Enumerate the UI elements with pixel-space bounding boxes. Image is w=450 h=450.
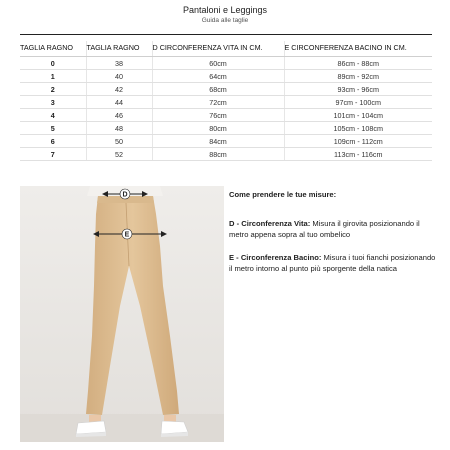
table-cell: 60cm [152,57,284,70]
table-cell: 93cm - 96cm [284,83,432,96]
table-cell: 64cm [152,70,284,83]
table-header-cell: E CIRCONFERENZA BACINO IN CM. [284,41,432,57]
table-cell: 44 [86,96,152,109]
title-divider [20,34,432,35]
table-cell: 86cm - 88cm [284,57,432,70]
table-row [20,135,432,148]
table-cell: 0 [20,57,86,70]
guide-hips-term: E - Circonferenza Bacino: [229,253,322,262]
table-cell: 42 [86,83,152,96]
table-cell: 48 [86,122,152,135]
table-cell: 105cm - 108cm [284,122,432,135]
table-cell: 5 [20,122,86,135]
model-photo [20,186,224,442]
guide-hips [229,252,439,274]
table-row [20,148,432,161]
table-cell: 1 [20,70,86,83]
table-cell: 68cm [152,83,284,96]
model-illustration [20,186,224,442]
table-cell: 3 [20,96,86,109]
size-table [20,41,432,161]
table-cell: 88cm [152,148,284,161]
table-cell: 7 [20,148,86,161]
table-cell: 89cm - 92cm [284,70,432,83]
table-cell: 4 [20,109,86,122]
table-row [20,96,432,109]
measure-guide [229,189,439,286]
guide-heading: Come prendere le tue misure: [229,190,337,199]
table-cell: 84cm [152,135,284,148]
table-cell: 52 [86,148,152,161]
guide-hips-text: Misura i tuoi fianchi posizionando il metro intorno al punto più sporgente della natica [229,253,436,273]
table-cell: 80cm [152,122,284,135]
table-cell: 40 [86,70,152,83]
page-subtitle: Guida alle taglie [201,17,249,24]
table-header-row [20,41,432,57]
table-cell: 101cm - 104cm [284,109,432,122]
waist-marker-label: D [122,191,128,199]
table-header-cell: TAGLIA RAGNO [20,41,86,57]
hips-marker-label: E [124,231,130,239]
table-header-cell: D CIRCONFERENZA VITA IN CM. [152,41,284,57]
table-cell: 38 [86,57,152,70]
guide-waist-text: Misura il girovita posizionando il metro appena sopra al tuo ombelico [229,219,420,239]
table-row [20,122,432,135]
table-row [20,57,432,70]
page-title: Pantaloni e Leggings [182,5,268,15]
table-cell: 2 [20,83,86,96]
table-header-cell: TAGLIA RAGNO [86,41,152,57]
table-cell: 46 [86,109,152,122]
table-cell: 97cm - 100cm [284,96,432,109]
table-row [20,109,432,122]
guide-waist [229,218,439,240]
table-cell: 72cm [152,96,284,109]
table-cell: 109cm - 112cm [284,135,432,148]
table-row [20,83,432,96]
table-row [20,70,432,83]
table-body [20,57,432,161]
guide-waist-term: D - Circonferenza Vita: [229,219,311,228]
table-cell: 76cm [152,109,284,122]
table-cell: 6 [20,135,86,148]
table-cell: 113cm - 116cm [284,148,432,161]
table-cell: 50 [86,135,152,148]
